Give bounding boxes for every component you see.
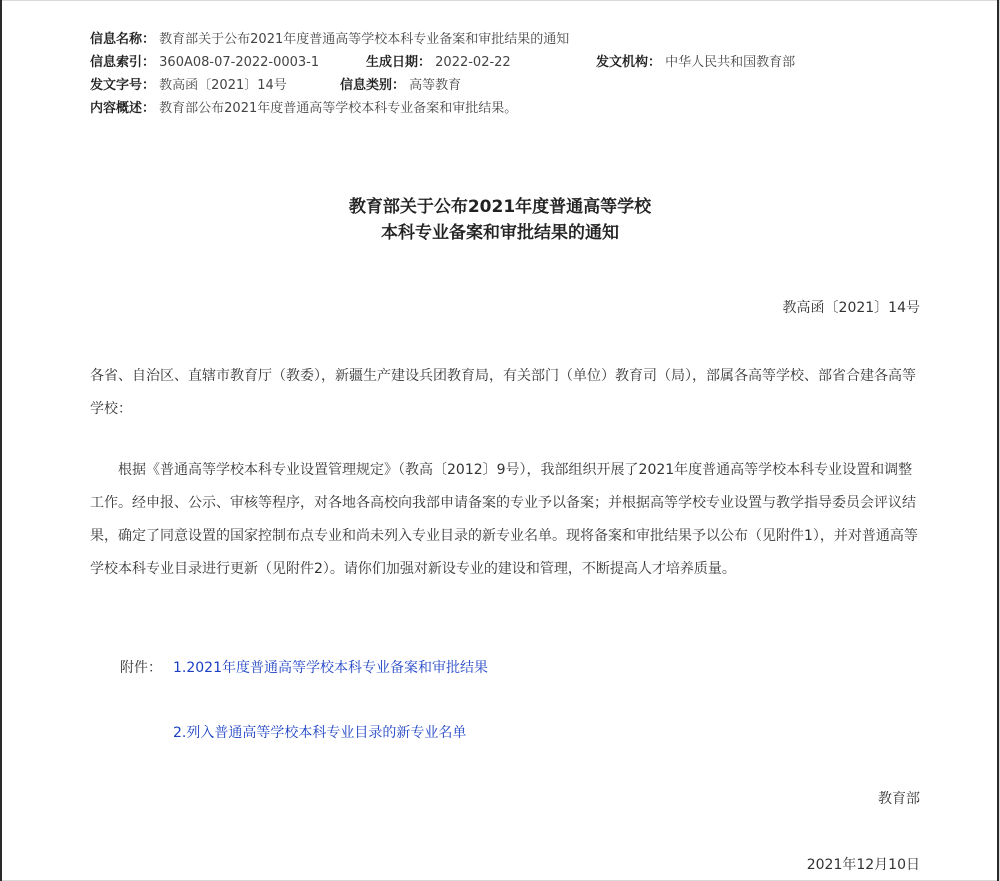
meta-category-value: 高等教育 [409,78,462,93]
meta-issuer-group [596,51,795,74]
attachment-link-1[interactable]: 1.2021年度普通高等学校本科专业备案和审批结果 [173,660,488,676]
meta-name-label: 信息名称： [90,32,156,47]
meta-summary-value: 教育部公布2021年度普通高等学校本科专业备案和审批结果。 [159,101,518,116]
meta-category-group [340,74,461,97]
meta-issuer-label: 发文机构： [596,55,662,70]
title-line-1: 教育部关于公布2021年度普通高等学校 [348,197,652,217]
signature-date: 2021年12月10日 [806,857,920,873]
meta-index-value: 360A08-07-2022-0003-1 [159,55,320,70]
meta-index-label: 信息索引： [90,55,156,70]
meta-category-label: 信息类别： [340,78,406,93]
addressee-paragraph: 各省、自治区、直辖市教育厅（教委），新疆生产建设兵团教育局，有关部门（单位）教育司（局），部属各高等学校、部省合建各高等学校： [90,368,916,417]
attachment-link-2[interactable]: 2.列入普通高等学校本科专业目录的新专业名单 [173,725,467,741]
body-paragraph: 根据《普通高等学校本科专业设置管理规定》（教高〔2012〕9号），我部组织开展了2021年度普通高等学校本科专业设置和调整工作。经申报、公示、审核等程序，对各地各高校向我部申请备案的专业予以备案；并根据高等学校专业设置与教学指导委员会评议结果，确定了同意设置的国家控制布点专业和尚未列入专业目录的新专业名单。现将备案和审批结果予以公布（见附件1），并对普通高等学校本科专业目录进行更新（见附件2）。请你们加强对新设专业的建设和管理，不断提高人才培养质量。 [90,462,918,577]
meta-row-name [90,28,569,51]
meta-docno-label: 发文字号： [90,78,156,93]
attachments-label: 附件： [120,660,162,676]
meta-name-value: 教育部关于公布2021年度普通高等学校本科专业备案和审批结果的通知 [159,32,570,47]
document-number: 教高函〔2021〕14号 [782,300,920,316]
meta-row-summary [90,97,569,120]
left-edge-divider [0,0,2,881]
meta-date-label: 生成日期： [366,55,432,70]
meta-docno-value: 教高函〔2021〕14号 [159,78,287,93]
meta-issuer-value: 中华人民共和国教育部 [665,55,796,70]
meta-summary-label: 内容概述： [90,101,156,116]
meta-row-docno [90,74,569,97]
meta-date-value: 2022-02-22 [435,55,511,70]
info-metadata-block [90,28,796,120]
meta-date-group [366,51,511,74]
title-line-2: 本科专业备案和审批结果的通知 [381,223,619,243]
document-title [0,194,1000,246]
signature-issuer: 教育部 [878,791,920,807]
right-edge-divider [997,0,999,881]
meta-row-index [90,51,796,74]
